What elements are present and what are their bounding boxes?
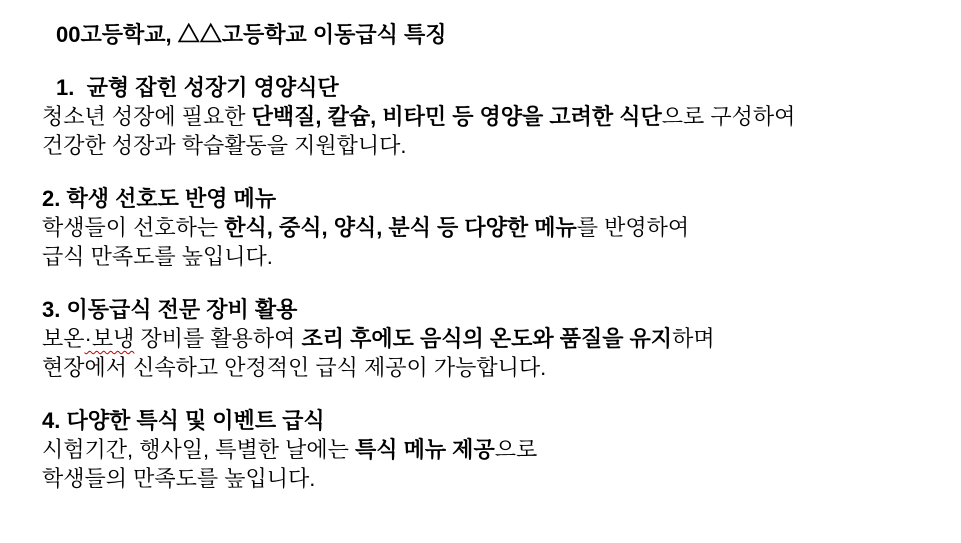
text-run: 를 반영하여 [576, 215, 690, 240]
section-heading: 3. 이동급식 전문 장비 활용 [42, 297, 298, 322]
text-run: 현장에서 신속하고 안정적인 급식 제공이 가능합니다. [42, 355, 547, 380]
bold-text-run: 단백질, 칼슘, 비타민 등 영양을 고려한 식단 [251, 104, 662, 129]
misspelled-word: ·보냉 [84, 326, 135, 351]
text-run: 청소년 성장에 필요한 [42, 104, 252, 129]
text-run: 시험기간, 행사일, 특별한 날에는 [42, 437, 355, 462]
body-line [42, 353, 933, 382]
section-heading: 4. 다양한 특식 및 이벤트 급식 [42, 408, 325, 433]
body-line [42, 102, 933, 131]
body-line [42, 242, 933, 271]
section-2 [42, 184, 933, 271]
document-title: 00고등학교, △△고등학교 이동급식 특징 [56, 22, 447, 47]
body-line [42, 435, 933, 464]
bold-text-run: 조리 후에도 음식의 온도와 품질을 유지 [301, 326, 673, 351]
sections-container [42, 73, 933, 493]
section-1 [42, 73, 933, 160]
text-run: 장비를 활용하여 [134, 326, 302, 351]
text-run: 학생들이 선호하는 [42, 215, 225, 240]
text-run: 건강한 성장과 학습활동을 지원합니다. [42, 133, 407, 158]
bold-text-run: 특식 메뉴 제공 [354, 437, 495, 462]
text-run: 급식 만족도를 높입니다. [42, 244, 273, 269]
body-line [42, 131, 933, 160]
text-run: 하며 [672, 326, 715, 351]
text-run: 학생들의 만족도를 높입니다. [42, 466, 316, 491]
section-heading: 2. 학생 선호도 반영 메뉴 [42, 186, 277, 211]
section-heading: 1. 균형 잡힌 성장기 영양식단 [56, 75, 339, 100]
section-4 [42, 406, 933, 493]
text-run: 으로 [494, 437, 538, 462]
text-run: 으로 구성하여 [661, 104, 796, 129]
bold-text-run: 한식, 중식, 양식, 분식 등 다양한 메뉴 [224, 215, 577, 240]
body-line [42, 324, 933, 353]
body-line [42, 213, 933, 242]
section-3 [42, 295, 933, 382]
text-run: 보온 [42, 326, 85, 351]
body-line [42, 464, 933, 493]
